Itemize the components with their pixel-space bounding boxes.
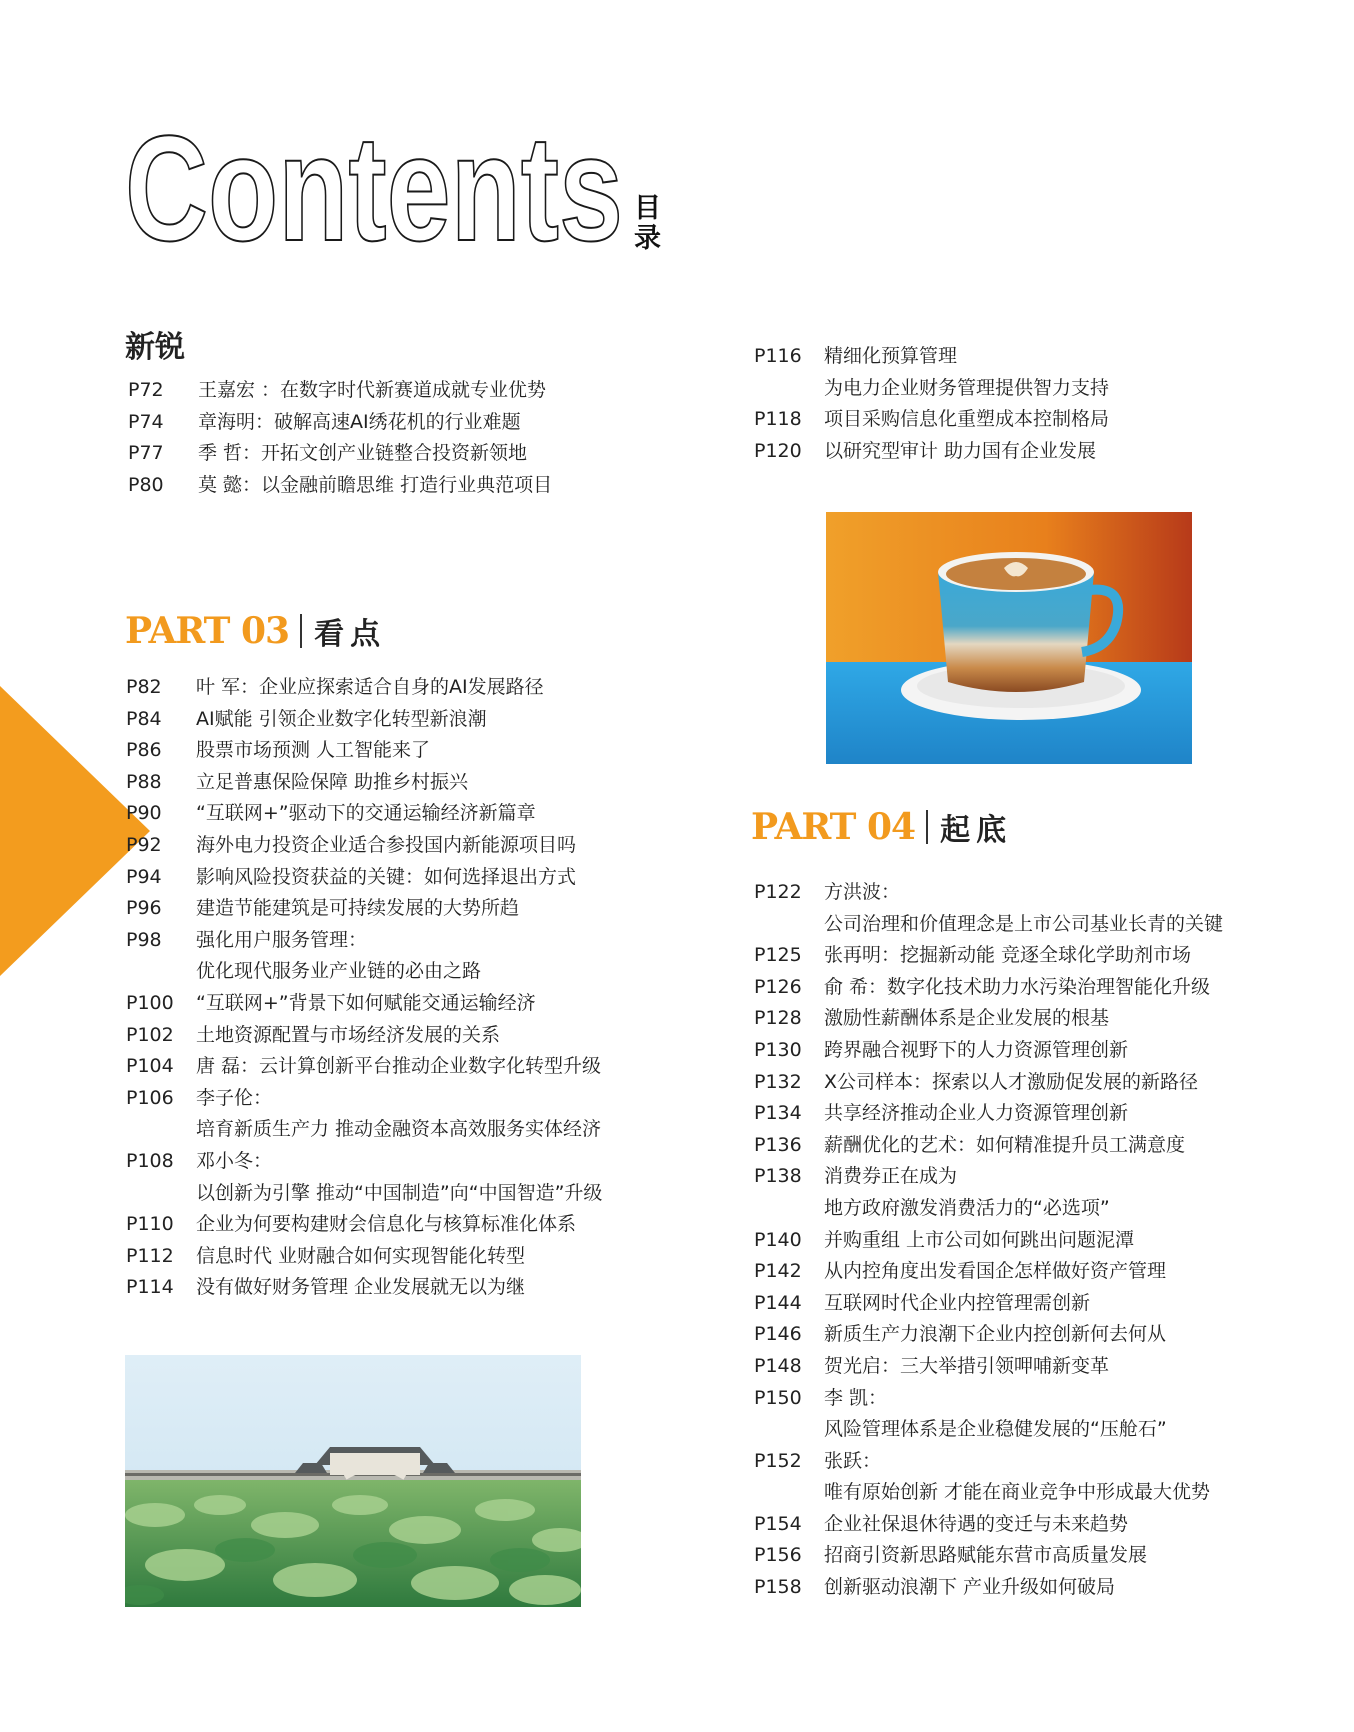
toc-entry bbox=[754, 436, 1109, 468]
toc-entry bbox=[754, 1572, 1223, 1604]
toc-entry bbox=[754, 1509, 1223, 1541]
toc-page-number: P144 bbox=[754, 1291, 802, 1314]
contents-cn-label bbox=[634, 194, 664, 254]
toc-entry-title: 精细化预算管理 bbox=[824, 345, 958, 367]
toc-entry-title: 王嘉宏 ：在数字时代新赛道成就专业优势 bbox=[198, 379, 547, 401]
toc-entry-title: 公司治理和价值理念是上市公司基业长青的关键 bbox=[824, 912, 1224, 935]
toc-page-number: P156 bbox=[754, 1544, 802, 1567]
toc-entry-title: 从内控角度出发看国企怎样做好资产管理 bbox=[824, 1260, 1167, 1283]
toc-entry-title: 强化用户服务管理： bbox=[196, 928, 368, 951]
toc-entry-title: 创新驱动浪潮下 产业升级如何破局 bbox=[824, 1576, 1116, 1599]
toc-entry bbox=[754, 1098, 1223, 1130]
toc-entry-title: X公司样本：探索以人才激励促发展的新路径 bbox=[824, 1070, 1199, 1093]
toc-page-number: P158 bbox=[754, 1576, 802, 1599]
toc-entry bbox=[126, 672, 602, 704]
toc-entry-title: 张再明：挖掘新动能 竞逐全球化学助剂市场 bbox=[824, 944, 1192, 967]
toc-entry bbox=[126, 925, 602, 957]
toc-page-number: P132 bbox=[754, 1070, 802, 1093]
toc-page-number: P148 bbox=[754, 1354, 802, 1377]
toc-entry-title: 风险管理体系是企业稳健发展的“压舱石” bbox=[824, 1418, 1167, 1441]
toc-entry-continuation bbox=[126, 956, 602, 988]
toc-entry bbox=[126, 862, 602, 894]
toc-entry bbox=[754, 1225, 1223, 1257]
toc-entry-continuation bbox=[754, 1414, 1223, 1446]
toc-entry-title: 为电力企业财务管理提供智力支持 bbox=[824, 376, 1110, 399]
toc-entry bbox=[754, 1067, 1223, 1099]
toc-entry bbox=[128, 407, 552, 439]
toc-entry-title: 以创新为引擎 推动“中国制造”向“中国智造”升级 bbox=[196, 1181, 603, 1204]
toc-entry-title: 企业为何要构建财会信息化与核算标准化体系 bbox=[196, 1213, 577, 1236]
toc-entry-title: 影响风险投资获益的关键：如何选择退出方式 bbox=[196, 865, 577, 888]
toc-entry bbox=[126, 704, 602, 736]
toc-entry bbox=[754, 1319, 1223, 1351]
section-title-part04 bbox=[751, 805, 1012, 849]
toc-page-number: P102 bbox=[126, 1023, 174, 1046]
toc-entry-title: 方洪波： bbox=[824, 881, 901, 903]
toc-page-number: P120 bbox=[754, 439, 802, 462]
toc-page-number: P88 bbox=[126, 770, 162, 793]
toc-list-xinrui bbox=[128, 375, 552, 501]
toc-entry bbox=[126, 735, 602, 767]
toc-page-number: P116 bbox=[754, 345, 802, 367]
toc-entry-title: 贺光启：三大举措引领呷哺新变革 bbox=[824, 1354, 1110, 1377]
toc-entry bbox=[126, 1272, 602, 1304]
toc-entry-title: 薪酬优化的艺术：如何精准提升员工满意度 bbox=[824, 1133, 1186, 1156]
toc-entry bbox=[128, 438, 552, 470]
toc-entry-title: 没有做好财务管理 企业发展就无以为继 bbox=[196, 1276, 526, 1299]
coffee-cup-photo bbox=[826, 512, 1192, 764]
toc-page-number: P134 bbox=[754, 1102, 802, 1125]
toc-entry-continuation bbox=[754, 1477, 1223, 1509]
toc-entry bbox=[126, 1209, 602, 1241]
toc-page-number: P140 bbox=[754, 1228, 802, 1251]
toc-entry-continuation bbox=[754, 373, 1109, 405]
toc-entry bbox=[754, 1288, 1223, 1320]
toc-entry-title: 共享经济推动企业人力资源管理创新 bbox=[824, 1102, 1129, 1125]
section-title-xinrui bbox=[125, 322, 185, 366]
toc-entry-title: 跨界融合视野下的人力资源管理创新 bbox=[824, 1038, 1129, 1061]
toc-entry-title: 季 哲：开拓文创产业链整合投资新领地 bbox=[198, 442, 528, 465]
toc-entry bbox=[754, 404, 1109, 436]
toc-list-part03 bbox=[126, 672, 602, 1304]
toc-entry-title: 互联网时代企业内控管理需创新 bbox=[824, 1291, 1091, 1314]
toc-page-number: P80 bbox=[128, 473, 164, 496]
toc-page-number: P100 bbox=[126, 991, 174, 1014]
toc-entry bbox=[754, 1351, 1223, 1383]
toc-page-number: P150 bbox=[754, 1386, 802, 1409]
toc-entry-title: 股票市场预测 人工智能来了 bbox=[196, 739, 431, 762]
toc-entry-continuation bbox=[754, 1193, 1223, 1225]
part-name: 看点 bbox=[314, 617, 387, 652]
toc-page-number: P118 bbox=[754, 408, 802, 431]
toc-page-number: P130 bbox=[754, 1038, 802, 1061]
toc-page-number: P138 bbox=[754, 1165, 802, 1188]
toc-page-number: P106 bbox=[126, 1086, 174, 1109]
toc-entry-title: 张跃： bbox=[824, 1449, 882, 1472]
toc-page-number: P110 bbox=[126, 1213, 174, 1236]
toc-entry bbox=[754, 1383, 1223, 1415]
toc-page-number: P77 bbox=[128, 442, 164, 465]
toc-entry-title: 消费券正在成为 bbox=[824, 1165, 958, 1188]
toc-entry-title: 企业社保退休待遇的变迁与未来趋势 bbox=[824, 1512, 1129, 1535]
toc-entry bbox=[126, 1083, 602, 1115]
toc-page-number: P94 bbox=[126, 865, 162, 888]
toc-entry-title: 章海明：破解高速AI绣花机的行业难题 bbox=[198, 410, 521, 433]
toc-entry bbox=[754, 940, 1223, 972]
toc-page-number: P74 bbox=[128, 410, 164, 433]
toc-entry-title: 项目采购信息化重塑成本控制格局 bbox=[824, 408, 1110, 431]
toc-entry bbox=[754, 1161, 1223, 1193]
toc-page-number: P128 bbox=[754, 1007, 802, 1030]
toc-entry-title: “互联网+”背景下如何赋能交通运输经济 bbox=[196, 991, 536, 1014]
toc-page-number: P126 bbox=[754, 975, 802, 998]
part-label: PART 04 bbox=[751, 806, 916, 848]
contents-heading bbox=[125, 118, 645, 258]
toc-entry bbox=[754, 972, 1223, 1004]
toc-entry bbox=[754, 877, 1223, 909]
toc-page-number: P152 bbox=[754, 1449, 802, 1472]
toc-entry bbox=[126, 988, 602, 1020]
toc-entry-title: 培育新质生产力 推动金融资本高效服务实体经济 bbox=[196, 1118, 602, 1141]
toc-entry bbox=[126, 830, 602, 862]
toc-page-number: P154 bbox=[754, 1512, 802, 1535]
section-title-text: 新锐 bbox=[125, 330, 185, 365]
toc-entry-continuation bbox=[754, 909, 1223, 941]
toc-entry bbox=[126, 1146, 602, 1178]
toc-page-number: P90 bbox=[126, 802, 162, 825]
toc-entry bbox=[754, 1003, 1223, 1035]
toc-entry bbox=[754, 1035, 1223, 1067]
toc-entry-title: 唯有原始创新 才能在商业竞争中形成最大优势 bbox=[824, 1481, 1211, 1504]
toc-entry bbox=[126, 1241, 602, 1273]
toc-entry bbox=[128, 375, 552, 407]
contents-cn-char: 录 bbox=[634, 223, 661, 254]
toc-entry-title: 李子伦： bbox=[196, 1086, 273, 1109]
toc-entry-title: 招商引资新思路赋能东营市高质量发展 bbox=[824, 1544, 1148, 1567]
part-divider bbox=[926, 810, 928, 844]
toc-entry-title: 以研究型审计 助力国有企业发展 bbox=[824, 439, 1097, 462]
toc-page-number: P84 bbox=[126, 707, 162, 730]
section-title-part03 bbox=[125, 609, 386, 653]
toc-entry bbox=[126, 893, 602, 925]
toc-page-number: P146 bbox=[754, 1323, 802, 1346]
toc-entry-title: 莫 懿：以金融前瞻思维 打造行业典范项目 bbox=[198, 473, 553, 496]
toc-entry bbox=[126, 1020, 602, 1052]
toc-entry-title: 并购重组 上市公司如何跳出问题泥潭 bbox=[824, 1228, 1135, 1251]
toc-entry-continuation bbox=[126, 1114, 602, 1146]
toc-page-number: P125 bbox=[754, 944, 802, 967]
toc-entry-title: AI赋能 引领企业数字化转型新浪潮 bbox=[196, 707, 487, 730]
toc-page-number: P122 bbox=[754, 881, 802, 903]
toc-page-number: P98 bbox=[126, 928, 162, 951]
toc-page-number: P72 bbox=[128, 379, 164, 401]
toc-entry-title: 邓小冬： bbox=[196, 1149, 273, 1172]
toc-page-number: P136 bbox=[754, 1133, 802, 1156]
part-divider bbox=[300, 614, 302, 648]
contents-heading-text: Contents bbox=[125, 118, 623, 258]
toc-list-part03-continued bbox=[754, 341, 1109, 467]
toc-page-number: P114 bbox=[126, 1276, 174, 1299]
toc-entry-title: 地方政府激发消费活力的“必选项” bbox=[824, 1196, 1110, 1219]
toc-page-number: P96 bbox=[126, 897, 162, 920]
toc-page-number: P104 bbox=[126, 1055, 174, 1078]
toc-entry-title: 俞 希：数字化技术助力水污染治理智能化升级 bbox=[824, 975, 1211, 998]
toc-entry-title: 土地资源配置与市场经济发展的关系 bbox=[196, 1023, 501, 1046]
toc-entry-continuation bbox=[126, 1178, 602, 1210]
toc-entry bbox=[754, 1256, 1223, 1288]
toc-page-number: P82 bbox=[126, 676, 162, 698]
toc-entry bbox=[754, 1446, 1223, 1478]
toc-entry bbox=[128, 470, 552, 502]
toc-entry-title: 建造节能建筑是可持续发展的大势所趋 bbox=[196, 897, 520, 920]
toc-page-number: P142 bbox=[754, 1260, 802, 1283]
toc-page-number: P86 bbox=[126, 739, 162, 762]
toc-entry-title: 立足普惠保险保障 助推乡村振兴 bbox=[196, 770, 469, 793]
toc-entry-title: 李 凯： bbox=[824, 1386, 888, 1409]
toc-page-number: P92 bbox=[126, 833, 162, 856]
toc-entry-title: 新质生产力浪潮下企业内控创新何去何从 bbox=[824, 1323, 1167, 1346]
lotus-pond-photo bbox=[125, 1355, 581, 1607]
toc-entry-title: 优化现代服务业产业链的必由之路 bbox=[196, 960, 482, 983]
toc-page-number: P108 bbox=[126, 1149, 174, 1172]
part-name: 起底 bbox=[940, 813, 1013, 848]
toc-entry-title: 激励性薪酬体系是企业发展的根基 bbox=[824, 1007, 1110, 1030]
contents-cn-char: 目 bbox=[634, 193, 661, 224]
toc-entry bbox=[126, 1051, 602, 1083]
toc-entry-title: 海外电力投资企业适合参投国内新能源项目吗 bbox=[196, 833, 577, 856]
toc-entry bbox=[126, 798, 602, 830]
toc-entry-title: 信息时代 业财融合如何实现智能化转型 bbox=[196, 1244, 526, 1267]
toc-list-part04 bbox=[754, 877, 1223, 1604]
toc-entry-title: 唐 磊：云计算创新平台推动企业数字化转型升级 bbox=[196, 1055, 602, 1078]
toc-entry bbox=[754, 1540, 1223, 1572]
part-label: PART 03 bbox=[125, 610, 290, 652]
toc-entry bbox=[754, 341, 1109, 373]
toc-entry-title: “互联网+”驱动下的交通运输经济新篇章 bbox=[196, 802, 536, 825]
toc-page-number: P112 bbox=[126, 1244, 174, 1267]
toc-entry bbox=[126, 767, 602, 799]
toc-entry-title: 叶 军：企业应探索适合自身的AI发展路径 bbox=[196, 676, 544, 698]
toc-entry bbox=[754, 1130, 1223, 1162]
